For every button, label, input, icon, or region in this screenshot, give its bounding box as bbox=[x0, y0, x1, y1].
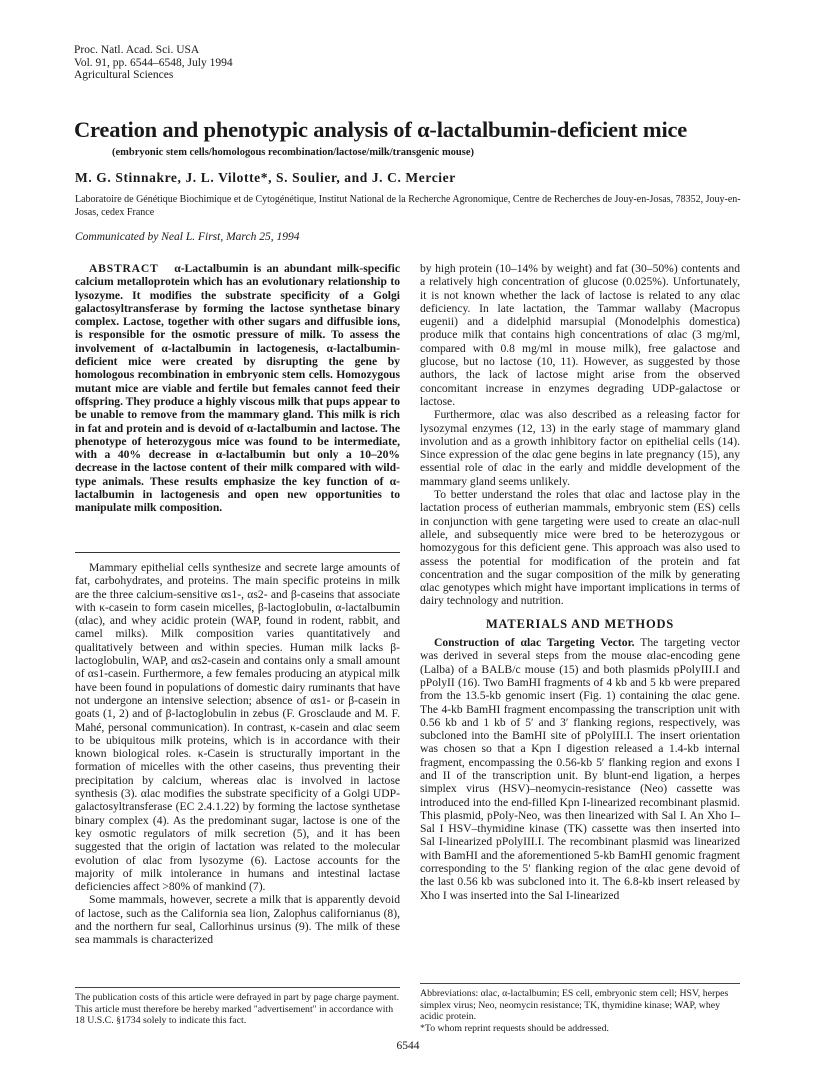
reprint-note: *To whom reprint requests should be addressed. bbox=[420, 1022, 609, 1034]
abstract-divider bbox=[75, 552, 400, 553]
journal-section: Agricultural Sciences bbox=[74, 69, 174, 81]
abstract-heading: ABSTRACT bbox=[89, 262, 159, 275]
abstract-text: α-Lactalbumin is an abundant milk-specific calcium metalloprotein which has an evolutionary relationship to lysozyme. It modifies the substrate specificity of a Golgi galactosyltransferase by forming the lactose synthetase binary complex. Lactose, together with other sugars and diffusible ions, is responsible for the osmotic pressure of milk. To assess the involvement of α-lactalbumin in lactogenesis, α-lactalbumin-deficient mice were created by disrupting the gene by homologous recombination in embryonic stem cells. Homozygous mutant mice are viable and fertile but females cannot feed their offspring. They produce a highly viscous milk that pups appear to be unable to remove from the mammary gland. This milk is rich in fat and protein and is devoid of α-lactalbumin and lactose. The phenotype of heterozygous mice was found to be intermediate, with a 40% decrease in α-lactalbumin but only a 10–20% decrease in the lactose content of their milk compared with wild-type animals. These results emphasize the key function of α-lactalbumin in lactogenesis and open new opportunities to manipulate milk composition. bbox=[75, 262, 401, 515]
abstract bbox=[75, 262, 400, 515]
paragraph: Furthermore, αlac was also described as a releasing factor for lysozymal enzymes (12, 13) in the early stage of mammary gland involution and as a growth inhibitory factor on epithelial cells (14). Since expression of the αlac gene begins in late pregnancy (15), any essential role of αlac in the early and middle development of the mammary gland seems unlikely. bbox=[420, 408, 740, 488]
affiliation: Laboratoire de Génétique Biochimique et de Cytogénétique, Institut National de la Recherche Agronomique, Centre de Recherches de Jouy-en-Josas, 78352, Jouy-en-Josas, cedex France bbox=[75, 194, 741, 218]
footnote-divider-right bbox=[420, 983, 740, 984]
page-number: 6544 bbox=[396, 1040, 420, 1052]
section-heading: MATERIALS AND METHODS bbox=[485, 616, 675, 631]
publication-cost-note: The publication costs of this article were defrayed in part by page charge payment. This article must therefore be hereby marked "advertisement" in accordance with 18 U.S.C. §1734 solely to indicate this fact. bbox=[75, 992, 400, 1026]
paragraph: To better understand the roles that αlac and lactose play in the lactation process of eutherian mammals, embryonic stem (ES) cells in conjunction with gene targeting were used to create an αlac-null allele, and subsequently mice were bred to be heterozygous or homozygous for this deficient gene. This approach was also used to assess the potential for modification of the protein and fat concentration and the sugar composition of the milk by generating αlac genotypes which might have important implications in terms of dairy technology and nutrition. bbox=[420, 488, 740, 608]
journal-volume: Vol. 91, pp. 6544–6548, July 1994 bbox=[74, 56, 233, 69]
paragraph: by high protein (10–14% by weight) and fat (30–50%) contents and a relatively high concentration of glucose (0.025%). Unfortunately, it is not known whether the lack of lactose is related to any αlac deficiency. In late lactation, the Tammar wallaby (Macropus eugenii) and a didelphid marsupial (Monodelphis domestica) produce milk that contains high concentrations of αlac (3 mg/ml, compared with 0.8 mg/ml in mouse milk), free galactose and glucose, but no lactose (10, 11). However, as suggested by those authors, the lack of lactose might arise from the observed concomitant increase in enzymes degrading UDP-galactose or lactose. bbox=[420, 262, 740, 408]
paragraph: Mammary epithelial cells synthesize and secrete large amounts of fat, carbohydrates, and proteins. The main specific proteins in milk are the three calcium-sensitive αs1-, αs2- and β-caseins that associate with κ-casein to form casein micelles, β-lactoglobulin, α-lactalbumin (αlac), and whey acidic protein (WAP, found in rodent, rabbit, and camel milks). Milk composition varies quantitatively and qualitatively between and within species. Human milk lacks β-lactoglobulin, WAP, and αs2-casein and contains only a small amount of αs1-casein. Furthermore, a few females producing an atypical milk have been found in populations of domestic dairy ruminants that have not undergone an intensive selection; absence of αs1- or β-casein in goats (1, 2) and of β-lactoglobulin in zebus (F. Grosclaude and M. F. Mahé, personal communication). In contrast, κ-casein and αlac seem to be ubiquitous milk proteins, which is in accordance with their known biological roles. κ-Casein is structurally important in the formation of micelles with the other caseins, thus preventing their precipitation by calcium, whereas αlac is involved in lactose synthesis (3). αlac modifies the substrate specificity of a Golgi UDP-galactosyltransferase (EC 2.4.1.22) by forming the lactose synthetase binary complex (4). As the predominant sugar, lactose is one of the key osmotic regulators of milk secretion (5), and it has been suggested that the origin of lactation was related to the molecular evolution of αlac from lysozyme (6). Lactose accounts for the majority of milk intolerance in humans and intestinal lactase deficiencies affect >80% of mankind (7). bbox=[75, 561, 400, 894]
left-column-body bbox=[75, 561, 400, 947]
right-column-body bbox=[420, 262, 740, 902]
run-in-heading: Construction of αlac Targeting Vector. bbox=[434, 636, 635, 650]
keywords: (embryonic stem cells/homologous recombination/lactose/milk/transgenic mouse) bbox=[112, 147, 475, 158]
journal-citation: Proc. Natl. Acad. Sci. USA bbox=[74, 44, 200, 56]
article-title: Creation and phenotypic analysis of α-lactalbumin-deficient mice bbox=[74, 117, 688, 142]
author-list: M. G. Stinnakre, J. L. Vilotte*, S. Soulier, and J. C. Mercier bbox=[75, 170, 456, 185]
paragraph: The targeting vector was derived in several steps from the mouse αlac-encoding gene (Lalba) of a BALB/c mouse (15) and both plasmids pPolyIII.I and pPolyII (16). Two BamHI fragments of 4 kb and 5 kb were prepared from the 13.5-kb genomic insert (Fig. 1) containing the αlac gene. The 4-kb BamHI fragment encompassing the transcription unit with 0.56 kb and 1 kb of 5′ and 3′ flanking regions, respectively, was subcloned into the BamHI site of pPolyIII.I. The insert orientation was chosen so that a Kpn I digestion released a 1.4-kb internal fragment, encompassing the 0.56-kb 5′ flanking region and exons I and II of the transcription unit. By blunt-end ligation, a herpes simplex virus (HSV)–neomycin-resistance (Neo) cassette was introduced into the end-filled Kpn I-linearized recombinant plasmid. This plasmid, pPoly-Neo, was then linearized with Sal I. An Xho I–Sal I HSV–thymidine kinase (TK) cassette was then inserted into Sal I-linearized pPolyIII.I. The recombinant plasmid was linearized with BamHI and the aforementioned 5-kb BamHI genomic fragment corresponding to the 5′ flanking region of the αlac gene devoid of the last 0.56 kb was subcloned into it. The 6.8-kb insert released by Xho I was inserted into the Sal I-linearized bbox=[420, 636, 740, 902]
footnote-divider-left bbox=[75, 987, 400, 988]
paragraph: Some mammals, however, secrete a milk that is apparently devoid of lactose, such as the California sea lion, Zalophus californianus (8), and the northern fur seal, Callorhinus ursinus (9). The milk of these sea mammals is characterized bbox=[75, 893, 400, 947]
abbreviations-note: Abbreviations: αlac, α-lactalbumin; ES cell, embryonic stem cell; HSV, herpes simplex virus; Neo, neomycin resistance; TK, thymidine kinase; WAP, whey acidic protein. bbox=[420, 988, 729, 1022]
communicated-by: Communicated by Neal L. First, March 25, 1994 bbox=[75, 231, 300, 243]
footnotes-right bbox=[420, 988, 740, 1034]
journal-header bbox=[74, 44, 233, 82]
